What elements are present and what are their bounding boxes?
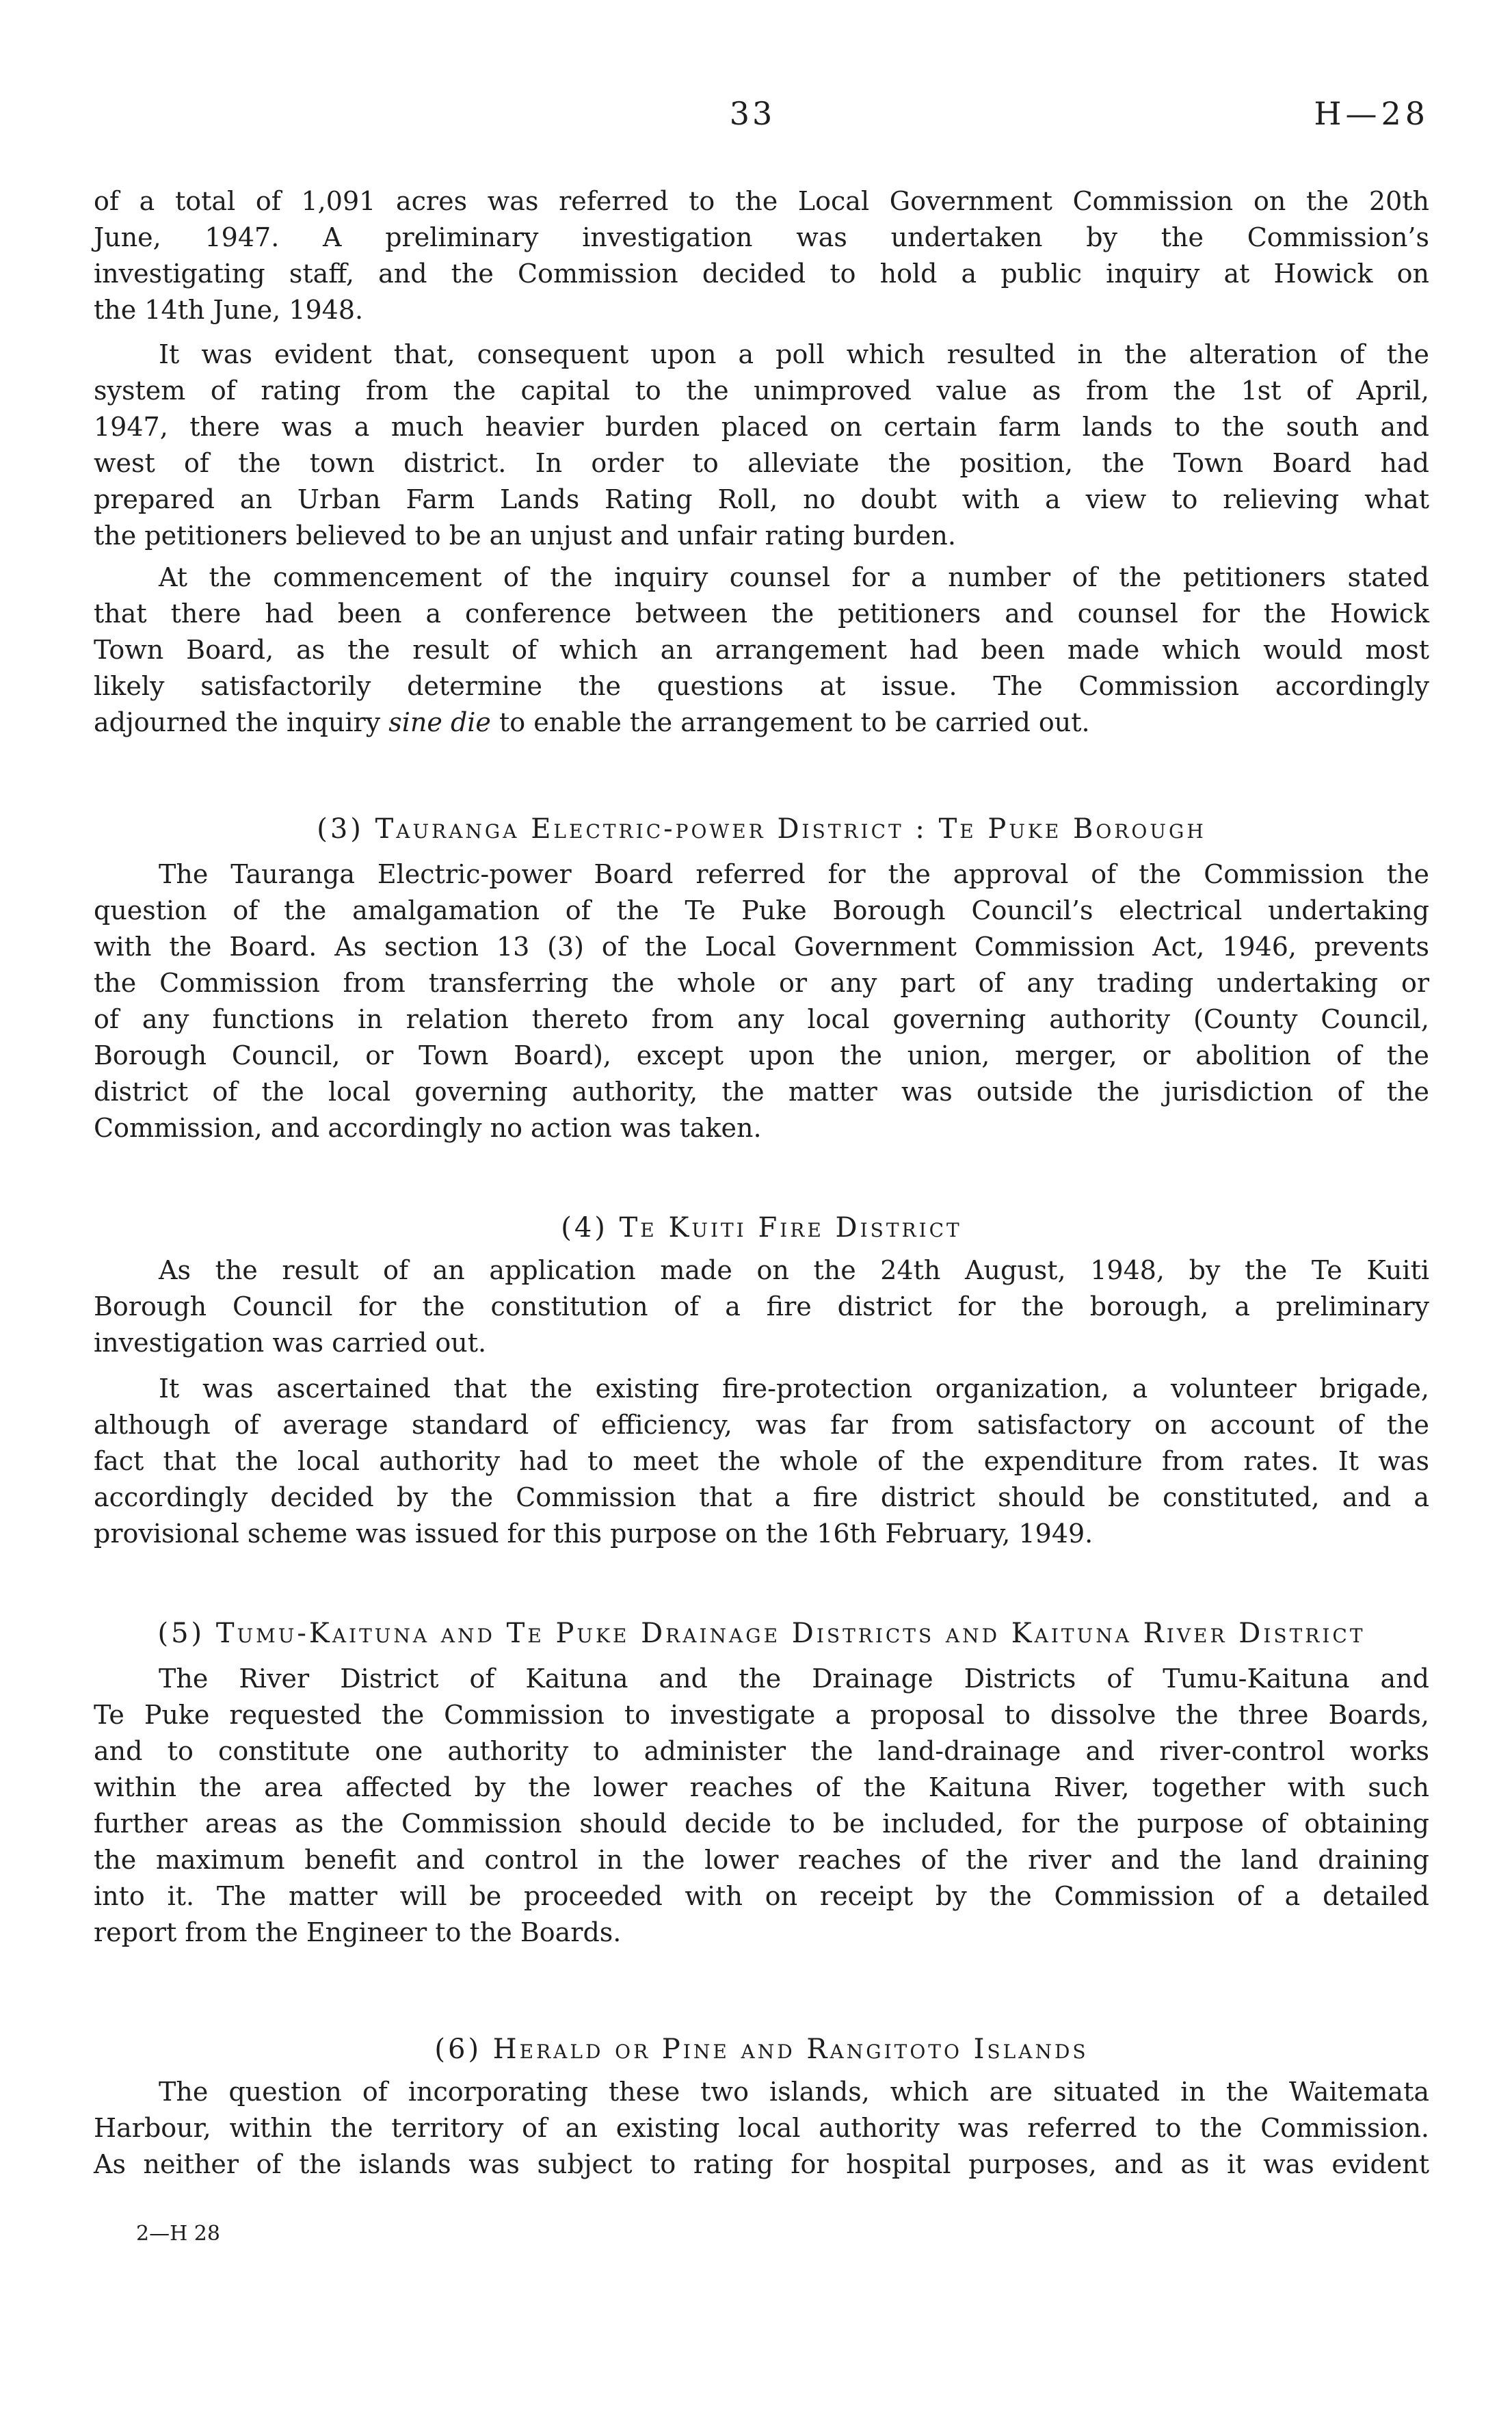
text-line: Town Board, as the result of which an arrangement had been made which would most bbox=[94, 635, 1429, 665]
text-line: and to constitute one authority to administer the land-drainage and river-control works bbox=[94, 1736, 1429, 1766]
text-line: It was evident that, consequent upon a poll which resulted in the alteration of the bbox=[159, 339, 1429, 369]
text-line: of any functions in relation thereto from any local governing authority (County Council, bbox=[94, 1004, 1429, 1034]
text-line: although of average standard of efficiency, was far from satisfactory on account of the bbox=[94, 1410, 1429, 1440]
text-line: prepared an Urban Farm Lands Rating Roll, no doubt with a view to relieving what bbox=[94, 484, 1429, 514]
text-line: within the area affected by the lower reaches of the Kaituna River, together with such bbox=[94, 1772, 1429, 1802]
paragraph bbox=[94, 1371, 1429, 1552]
paragraph bbox=[94, 337, 1429, 554]
text-line: report from the Engineer to the Boards. bbox=[94, 1917, 622, 1947]
text-line: investigating staff, and the Commission decided to hold a public inquiry at Howick on bbox=[94, 259, 1429, 289]
paragraph bbox=[94, 560, 1429, 741]
text-line: into it. The matter will be proceeded with on receipt by the Commission of a detailed bbox=[94, 1881, 1429, 1911]
section-heading: (3) Tauranga Electric-power District : Te Puke Borough bbox=[317, 813, 1206, 845]
text-line: with the Board. As section 13 (3) of the Local Government Commission Act, 1946, prevents bbox=[94, 932, 1429, 962]
paragraph bbox=[94, 1252, 1429, 1361]
text-line: Borough Council for the constitution of a fire district for the borough, a preliminary bbox=[94, 1291, 1429, 1322]
document-code: H—28 bbox=[1314, 95, 1429, 132]
section-heading: (4) Te Kuiti Fire District bbox=[561, 1212, 962, 1244]
text-line: Borough Council, or Town Board), except upon the union, merger, or abolition of the bbox=[94, 1040, 1429, 1070]
text-line: At the commencement of the inquiry counsel for a number of the petitioners stated bbox=[159, 562, 1429, 592]
text-line: Harbour, within the territory of an existing local authority was referred to the Commission. bbox=[94, 2113, 1429, 2143]
text-line: It was ascertained that the existing fire-protection organization, a volunteer brigade, bbox=[159, 1374, 1429, 1404]
text-line: 1947, there was a much heavier burden placed on certain farm lands to the south and bbox=[94, 412, 1429, 442]
text-line: June, 1947. A preliminary investigation was undertaken by the Commission’s bbox=[94, 222, 1429, 252]
text-line: west of the town district. In order to alleviate the position, the Town Board had bbox=[94, 448, 1429, 478]
text-line: provisional scheme was issued for this purpose on the 16th February, 1949. bbox=[94, 1519, 1093, 1549]
text-line: Commission, and accordingly no action was taken. bbox=[94, 1113, 762, 1143]
text-segment: to enable the arrangement to be carried out. bbox=[490, 707, 1090, 737]
paragraph bbox=[94, 1661, 1429, 1951]
text-line: Te Puke requested the Commission to investigate a proposal to dissolve the three Boards, bbox=[94, 1700, 1429, 1730]
text-line: further areas as the Commission should decide to be included, for the purpose of obtaining bbox=[94, 1809, 1429, 1839]
section-heading: (6) Herald or Pine and Rangitoto Islands bbox=[434, 2034, 1089, 2065]
text-line: question of the amalgamation of the Te Puke Borough Council’s electrical undertaking bbox=[94, 895, 1429, 925]
text-line: district of the local governing authority, the matter was outside the jurisdiction of the bbox=[94, 1077, 1429, 1107]
text-line: investigation was carried out. bbox=[94, 1328, 487, 1358]
text-line: the petitioners believed to be an unjust and unfair rating burden. bbox=[94, 521, 956, 551]
text-line: As neither of the islands was subject to rating for hospital purposes, and as it was evident bbox=[94, 2149, 1429, 2179]
text-line: likely satisfactorily determine the questions at issue. The Commission accordingly bbox=[94, 671, 1429, 701]
text-line: accordingly decided by the Commission that a fire district should be constituted, and a bbox=[94, 1482, 1429, 1512]
text-line: The Tauranga Electric-power Board referred for the approval of the Commission the bbox=[159, 859, 1429, 889]
text-line: the Commission from transferring the whole or any part of any trading undertaking or bbox=[94, 968, 1429, 998]
text-line: of a total of 1,091 acres was referred to the Local Government Commission on the 20th bbox=[94, 186, 1429, 216]
text-line: As the result of an application made on the 24th August, 1948, by the Te Kuiti bbox=[159, 1255, 1429, 1285]
text-line: the maximum benefit and control in the lower reaches of the river and the land draining bbox=[94, 1845, 1429, 1875]
paragraph bbox=[94, 856, 1429, 1146]
printer-signature: 2—H 28 bbox=[136, 2222, 220, 2246]
italic-phrase: sine die bbox=[388, 707, 491, 737]
text-line: system of rating from the capital to the unimproved value as from the 1st of April, bbox=[94, 376, 1429, 406]
paragraph bbox=[94, 183, 1429, 328]
text-line: the 14th June, 1948. bbox=[94, 295, 364, 325]
paragraph bbox=[94, 2074, 1429, 2183]
text-segment: adjourned the inquiry bbox=[94, 707, 389, 737]
page-number: 33 bbox=[729, 95, 775, 132]
text-line: fact that the local authority had to meet the whole of the expenditure from rates. It was bbox=[94, 1446, 1429, 1476]
text-line bbox=[94, 705, 1429, 741]
text-line: The River District of Kaituna and the Drainage Districts of Tumu-Kaituna and bbox=[159, 1664, 1429, 1694]
text-line: The question of incorporating these two islands, which are situated in the Waitemata bbox=[159, 2077, 1429, 2107]
section-heading: (5) Tumu-Kaituna and Te Puke Drainage Districts and Kaituna River District bbox=[157, 1618, 1366, 1649]
text-line: that there had been a conference between the petitioners and counsel for the Howick bbox=[94, 599, 1429, 629]
